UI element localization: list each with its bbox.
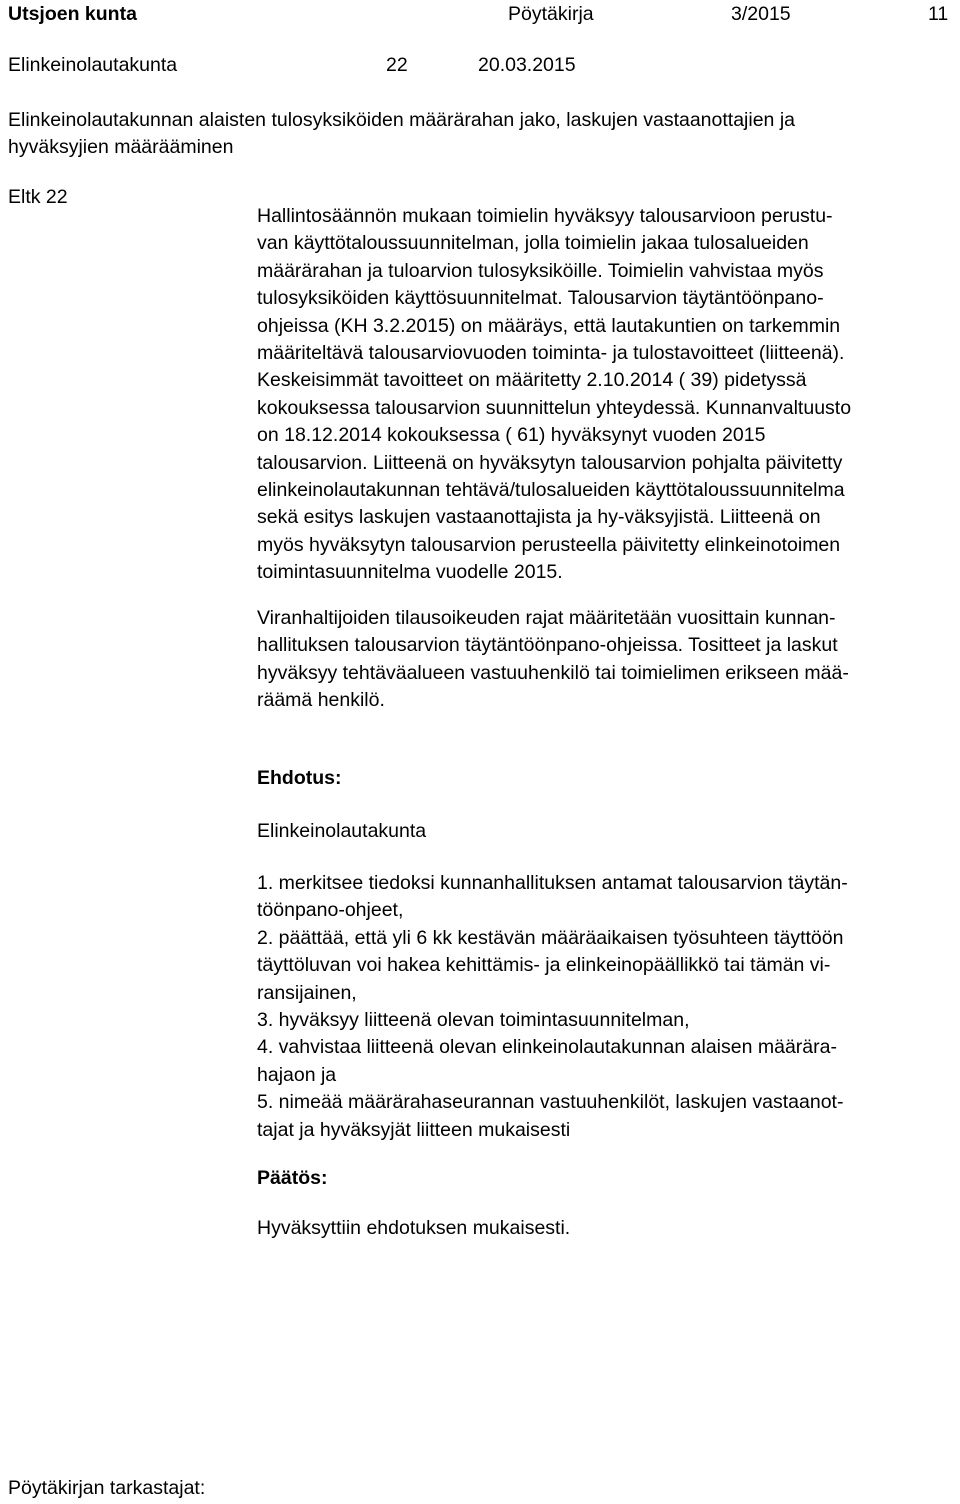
document-type: Pöytäkirja	[508, 3, 594, 25]
body-line: Viranhaltijoiden tilausoikeuden rajat määritetään vuosittain kunnan-	[257, 607, 836, 629]
body-line: tulosyksiköiden käyttösuunnitelmat. Talousarvion täytäntöönpano-	[257, 287, 824, 310]
proposal-list	[257, 870, 957, 1144]
proposal-item-line: 3. hyväksyy liitteenä olevan toimintasuunnitelman,	[257, 1009, 690, 1032]
body-line: ohjeissa (KH 3.2.2015) on määräys, että lautakuntien on tarkemmin	[257, 314, 841, 337]
body-line: on 18.12.2014 kokouksessa ( 61) hyväksynyt vuoden 2015	[257, 424, 766, 447]
board-name: Elinkeinolautakunta	[8, 54, 178, 76]
proposal-item-line: töönpano-ohjeet,	[257, 899, 404, 922]
body-line: määriteltävä talousarviovuoden toiminta- ja tulostavoitteet (liitteenä).	[257, 342, 845, 365]
proposal-item-line: 1. merkitsee tiedoksi kunnanhallituksen antamat talousarvion täytän-	[257, 872, 848, 894]
proposal-item-line: hajaon ja	[257, 1063, 337, 1086]
body-line: Keskeisimmät tavoitteet on määritetty 2.10.2014 ( 39) pidetyssä	[257, 369, 807, 392]
body-line: hyväksyy tehtäväalueen vastuuhenkilö tai toimielimen erikseen mää-	[257, 661, 849, 684]
body-line: räämä henkilö.	[257, 689, 385, 712]
title-line: Elinkeinolautakunnan alaisten tulosyksiköiden määrärahan jako, laskujen vastaanottajien ja	[8, 109, 795, 131]
meeting-date: 20.03.2015	[478, 54, 576, 76]
body-line: sekä esitys laskujen vastaanottajista ja hy-väksyjistä. Liitteenä on	[257, 506, 821, 529]
body-line: kokouksessa talousarvion suunnittelun yhteydessä. Kunnanvaltuusto	[257, 396, 852, 419]
body-paragraph-1	[257, 203, 957, 587]
proposer-name: Elinkeinolautakunta	[257, 820, 427, 842]
proposal-item-line: ransijainen,	[257, 981, 357, 1004]
decision-heading: Päätös:	[257, 1167, 328, 1189]
proposal-item-line: 5. nimeää määrärahaseurannan vastuuhenkilöt, laskujen vastaanot-	[257, 1091, 844, 1114]
document-title	[8, 107, 795, 161]
decision-text: Hyväksyttiin ehdotuksen mukaisesti.	[257, 1217, 571, 1239]
section-number: 22	[386, 54, 408, 76]
body-paragraph-2	[257, 605, 957, 715]
reviewers-label: Pöytäkirjan tarkastajat:	[8, 1477, 206, 1499]
body-line: hallituksen talousarvion täytäntöönpano-ohjeissa. Tositteet ja laskut	[257, 634, 838, 657]
section-label: Eltk 22	[8, 186, 68, 208]
proposal-heading: Ehdotus:	[257, 767, 342, 789]
body-line: Hallintosäännön mukaan toimielin hyväksyy talousarvioon perustu-	[257, 205, 833, 227]
proposal-item-line: 2. päättää, että yli 6 kk kestävän määräaikaisen työsuhteen täyttöön	[257, 926, 844, 949]
body-line: määrärahan ja tuloarvion tulosyksiköille. Toimielin vahvistaa myös	[257, 259, 824, 282]
document-number: 3/2015	[731, 3, 791, 25]
body-line: van käyttötaloussuunnitelman, jolla toimielin jakaa tulosalueiden	[257, 232, 809, 255]
proposal-item-line: tajat ja hyväksyjät liitteen mukaisesti	[257, 1118, 571, 1141]
proposal-item-line: täyttöluvan voi hakea kehittämis- ja elinkeinopäällikkö tai tämän vi-	[257, 954, 831, 977]
page-number: 11	[928, 3, 949, 25]
title-line: hyväksyjien määrääminen	[8, 136, 234, 158]
proposal-item-line: 4. vahvistaa liitteenä olevan elinkeinolautakunnan alaisen määrära-	[257, 1036, 837, 1059]
body-line: elinkeinolautakunnan tehtävä/tulosalueiden käyttötaloussuunnitelma	[257, 479, 845, 502]
body-line: talousarvion. Liitteenä on hyväksytyn talousarvion pohjalta päivitetty	[257, 451, 843, 474]
municipality-name: Utsjoen kunta	[8, 3, 137, 25]
body-line: toimintasuunnitelma vuodelle 2015.	[257, 561, 563, 584]
body-line: myös hyväksytyn talousarvion perusteella päivitetty elinkeinotoimen	[257, 533, 841, 556]
